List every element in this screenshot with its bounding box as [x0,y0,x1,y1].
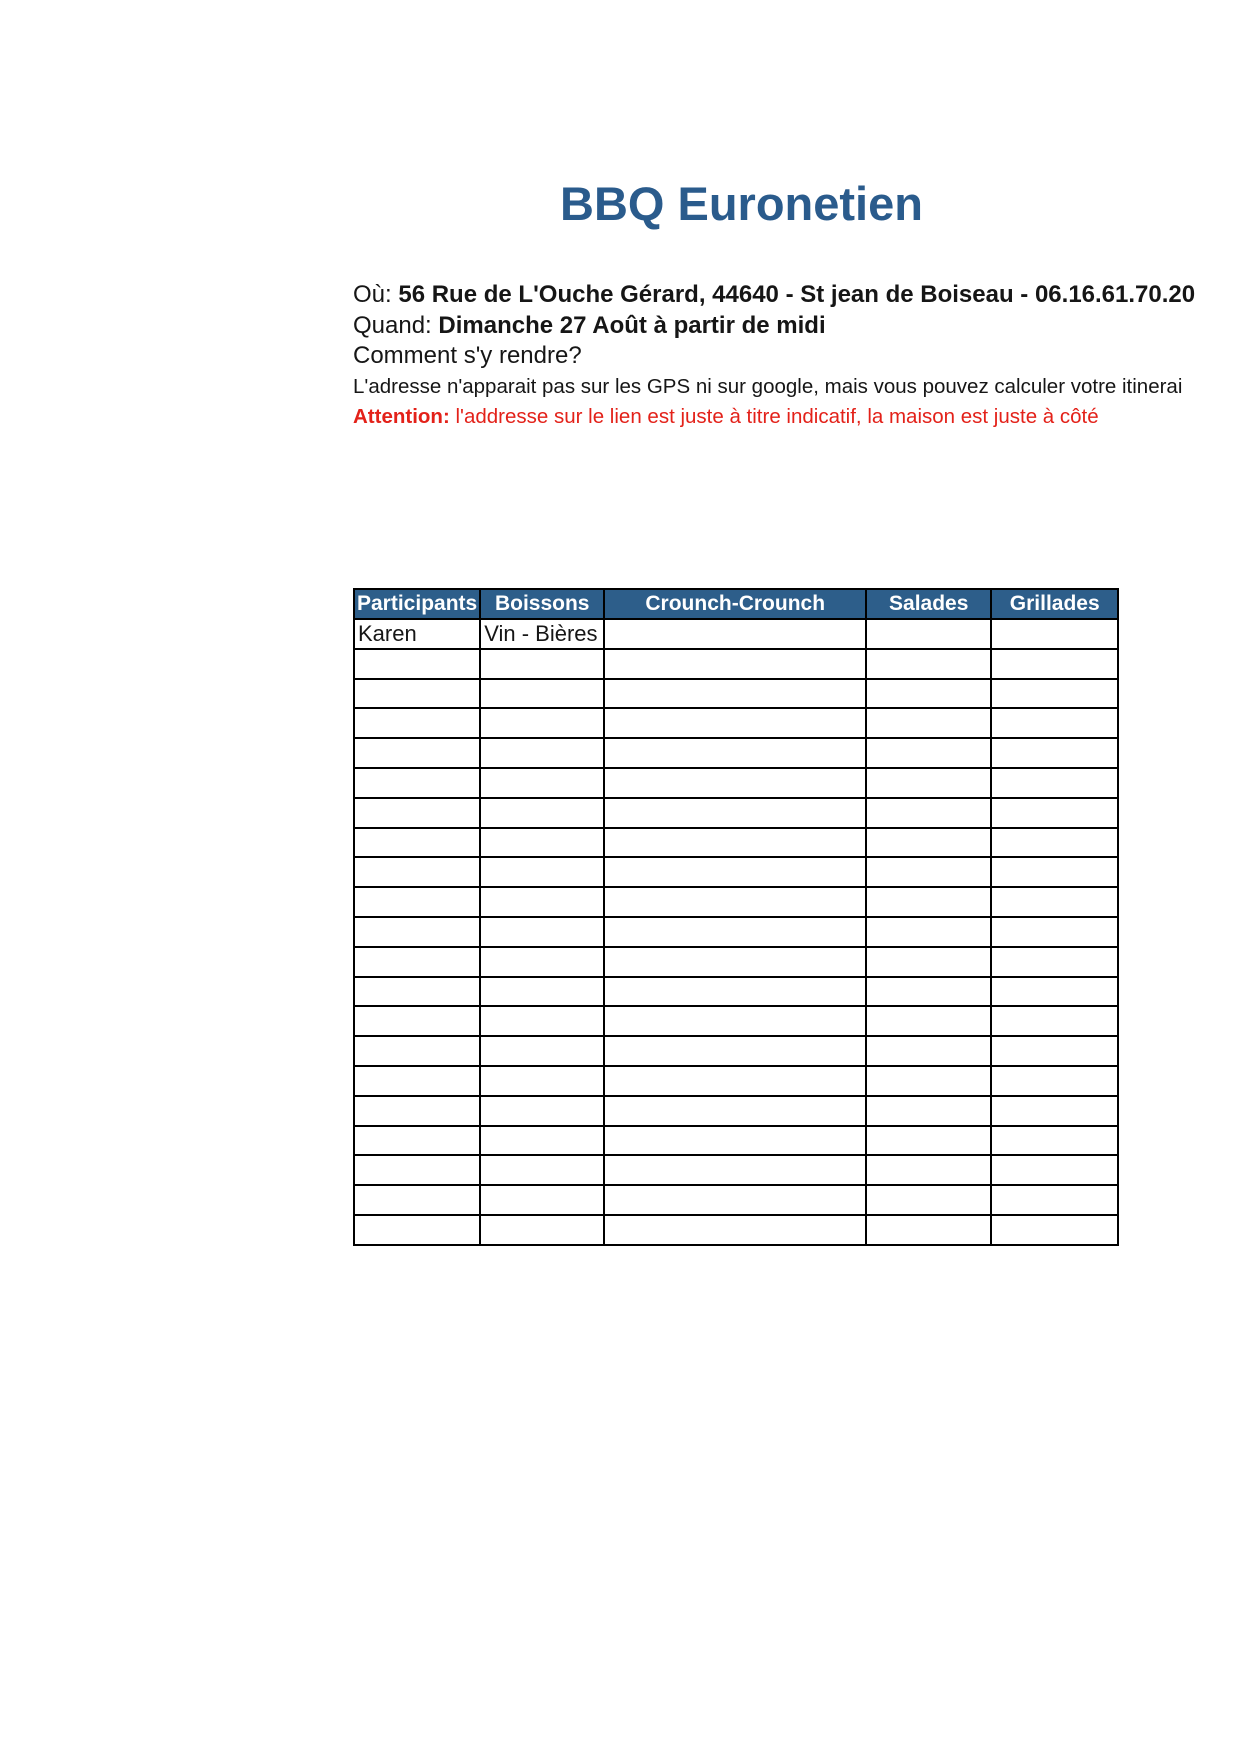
table-cell [866,917,991,947]
where-line [353,280,1196,311]
table-cell [991,1155,1118,1185]
table-row [354,649,1118,679]
table-cell [991,1036,1118,1066]
table-cell [354,679,480,709]
when-value: Dimanche 27 Août à partir de midi [438,311,826,339]
table-cell [604,828,866,858]
table-cell [866,798,991,828]
table-cell [991,947,1118,977]
table-cell [604,1036,866,1066]
table-cell [991,1066,1118,1096]
table-cell [604,1006,866,1036]
table-cell [604,947,866,977]
table-row [354,1036,1118,1066]
table-row [354,1126,1118,1156]
table-cell [604,857,866,887]
table-cell [604,1185,866,1215]
table-cell [991,1215,1118,1245]
table-row [354,1096,1118,1126]
when-line [353,311,1143,342]
table-cell [991,857,1118,887]
table-cell [480,977,604,1007]
table-cell [866,1006,991,1036]
how-to-get-there-line [353,341,1143,372]
table-row [354,798,1118,828]
table-cell [991,1006,1118,1036]
table-cell [354,738,480,768]
table-row [354,977,1118,1007]
where-label: Où: [353,281,399,308]
table-cell [354,887,480,917]
table-cell [866,1185,991,1215]
table-cell [354,1155,480,1185]
table-cell [480,1096,604,1126]
table-row [354,947,1118,977]
column-header-crounch-crounch: Crounch-Crounch [604,589,866,619]
table-cell: Vin - Bières [480,619,604,649]
table-cell [991,828,1118,858]
table-cell [480,798,604,828]
table-cell [480,1215,604,1245]
table-cell [991,887,1118,917]
table-cell [866,977,991,1007]
table-cell [866,738,991,768]
table-row [354,1155,1118,1185]
table-cell [604,1155,866,1185]
column-header-salades: Salades [866,589,991,619]
table-header-row [354,589,1118,619]
table-cell [480,1126,604,1156]
table-cell [480,679,604,709]
table-row [354,828,1118,858]
table-cell [604,887,866,917]
signup-table [353,588,1119,1246]
table-cell [354,1185,480,1215]
how-to-get-there-text: Comment s'y rendre? [353,342,582,369]
table-cell [991,738,1118,768]
table-cell [354,947,480,977]
table-cell [354,1006,480,1036]
table-cell [991,977,1118,1007]
table-cell [866,1155,991,1185]
table-row [354,679,1118,709]
table-cell [354,1096,480,1126]
table-cell [866,1036,991,1066]
info-block [353,280,1196,433]
table-cell [866,619,991,649]
table-cell [991,1126,1118,1156]
table-cell [354,1126,480,1156]
table-cell [354,917,480,947]
table-row [354,887,1118,917]
table-row [354,738,1118,768]
where-value: 56 Rue de L'Ouche Gérard, 44640 - St jean de Boiseau - 06.16.61.70.20 [398,281,1196,308]
table-row [354,1215,1118,1245]
table-cell [480,738,604,768]
table-cell [991,768,1118,798]
table-cell [991,649,1118,679]
gps-note-line [353,372,1183,403]
table-cell [480,1006,604,1036]
table-body [354,619,1118,1245]
attention-line [353,402,1143,433]
table-cell [866,1096,991,1126]
table-cell [354,857,480,887]
table-cell [991,917,1118,947]
table-cell [866,649,991,679]
table-row [354,1185,1118,1215]
table-cell [354,768,480,798]
table-cell [480,947,604,977]
table-cell [480,1185,604,1215]
when-label: Quand: [353,311,439,339]
table-cell [991,798,1118,828]
table-cell [354,1066,480,1096]
gps-note-text: L'adresse n'apparait pas sur les GPS ni sur google, mais vous pouvez calculer votre itinerai [353,374,1183,398]
table-cell [866,828,991,858]
table-row [354,768,1118,798]
table-cell [604,708,866,738]
page-title: BBQ Euronetien [560,177,923,230]
table-cell [991,619,1118,649]
table-row [354,1066,1118,1096]
table-cell [604,1126,866,1156]
table-cell [604,798,866,828]
table-cell [866,1215,991,1245]
table-cell [604,1096,866,1126]
table-cell [866,708,991,738]
table-row [354,708,1118,738]
table-row [354,857,1118,887]
table-row [354,1006,1118,1036]
table-cell [354,798,480,828]
table-cell [604,738,866,768]
table-cell [991,1185,1118,1215]
table-cell [354,977,480,1007]
table-cell [354,708,480,738]
table-cell [480,857,604,887]
table-cell [991,1096,1118,1126]
table-cell [866,1126,991,1156]
table-cell [354,649,480,679]
table-cell: Karen [354,619,480,649]
table-cell [866,679,991,709]
table-cell [866,887,991,917]
table-cell [866,1066,991,1096]
table-cell [604,679,866,709]
table-cell [354,1215,480,1245]
table-cell [354,828,480,858]
table-cell [866,768,991,798]
table-cell [991,708,1118,738]
table-cell [991,679,1118,709]
column-header-grillades: Grillades [991,589,1118,619]
table-cell [866,947,991,977]
attention-value: l'addresse sur le lien est juste à titre indicatif, la maison est juste à côté [455,405,1099,428]
table-row [354,619,1118,649]
attention-label: Attention: [353,405,456,428]
table-cell [480,1066,604,1096]
table-cell [480,768,604,798]
table-cell [604,1215,866,1245]
table-cell [480,1155,604,1185]
column-header-participants: Participants [354,589,480,619]
table-cell [480,887,604,917]
table-cell [604,649,866,679]
table-cell [480,828,604,858]
table-cell [604,768,866,798]
table-cell [354,1036,480,1066]
table-header [354,589,1118,619]
table-cell [480,1036,604,1066]
table-cell [480,708,604,738]
table-cell [866,857,991,887]
table-cell [604,1066,866,1096]
table-cell [480,917,604,947]
table-cell [480,649,604,679]
table-cell [604,917,866,947]
table-cell [604,619,866,649]
table-row [354,917,1118,947]
table-cell [604,977,866,1007]
column-header-boissons: Boissons [480,589,604,619]
